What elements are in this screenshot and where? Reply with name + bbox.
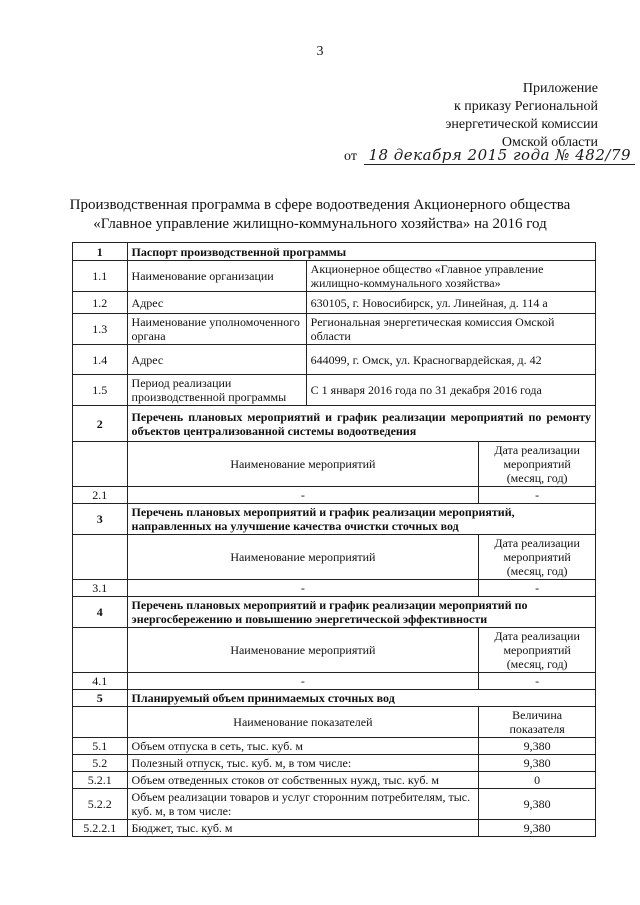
row-number: 3.1	[73, 580, 128, 597]
row-number: 5.2	[73, 755, 128, 772]
empty-cell	[73, 535, 128, 580]
row-label: Наименование уполномоченного органа	[127, 314, 306, 345]
row-label: Адрес	[127, 345, 306, 375]
table-row	[73, 345, 596, 375]
appendix-line: Омской области	[501, 135, 598, 150]
section-heading: Перечень плановых мероприятий и график реализации мероприятий по энергосбережению и повышению энергетической эффективности	[127, 597, 595, 628]
table-row	[73, 789, 596, 820]
row-value: 0	[479, 772, 596, 789]
column-header-row	[73, 707, 596, 738]
section-number: 5	[73, 690, 128, 707]
row-label: Адрес	[127, 292, 306, 314]
row-date: -	[479, 673, 596, 690]
column-header-measure-date: Дата реализации мероприятий (месяц, год)	[479, 535, 596, 580]
row-number: 5.2.2.1	[73, 820, 128, 837]
section-number: 3	[73, 504, 128, 535]
table-row	[73, 375, 596, 406]
row-name: -	[127, 580, 479, 597]
section-heading: Перечень плановых мероприятий и график реализации мероприятий по ремонту объектов централизованной системы водоотведения	[127, 406, 595, 442]
row-number: 2.1	[73, 487, 128, 504]
table-row	[73, 314, 596, 345]
table-row	[73, 673, 596, 690]
order-handwritten-date-number: 18 декабря 2015 года № 482/79	[364, 146, 635, 165]
production-program-table	[72, 242, 596, 837]
section-number: 4	[73, 597, 128, 628]
page-number: 3	[316, 44, 324, 59]
column-header-row	[73, 442, 596, 487]
appendix-line: энергетической комиссии	[445, 117, 598, 132]
row-value: 644099, г. Омск, ул. Красногвардейская, д. 42	[306, 345, 595, 375]
row-label: Период реализации производственной программы	[127, 375, 306, 406]
section-heading-row	[73, 243, 596, 261]
column-header-measure-name: Наименование мероприятий	[127, 535, 479, 580]
row-date: -	[479, 580, 596, 597]
column-header-indicator-value: Величина показателя	[479, 707, 596, 738]
empty-cell	[73, 707, 128, 738]
row-value: С 1 января 2016 года по 31 декабря 2016 года	[306, 375, 595, 406]
column-header-measure-date: Дата реализации мероприятий (месяц, год)	[479, 628, 596, 673]
row-number: 1.5	[73, 375, 128, 406]
column-header-row	[73, 628, 596, 673]
row-number: 1.3	[73, 314, 128, 345]
table-row	[73, 487, 596, 504]
row-number: 1.1	[73, 261, 128, 292]
row-value: 9,380	[479, 755, 596, 772]
order-label: от	[344, 149, 357, 164]
row-number: 1.4	[73, 345, 128, 375]
appendix-line: к приказу Региональной	[453, 99, 598, 114]
table-row	[73, 738, 596, 755]
row-number: 1.2	[73, 292, 128, 314]
row-value: 9,380	[479, 789, 596, 820]
row-name: Бюджет, тыс. куб. м	[127, 820, 479, 837]
row-value: 630105, г. Новосибирск, ул. Линейная, д. 114 а	[306, 292, 595, 314]
row-label: Наименование организации	[127, 261, 306, 292]
column-header-row	[73, 535, 596, 580]
row-number: 5.1	[73, 738, 128, 755]
column-header-measure-date: Дата реализации мероприятий (месяц, год)	[479, 442, 596, 487]
row-name: Объем отведенных стоков от собственных нужд, тыс. куб. м	[127, 772, 479, 789]
row-number: 5.2.2	[73, 789, 128, 820]
row-name: Полезный отпуск, тыс. куб. м, в том числе:	[127, 755, 479, 772]
empty-cell	[73, 442, 128, 487]
table-row	[73, 292, 596, 314]
row-number: 5.2.1	[73, 772, 128, 789]
table-row	[73, 261, 596, 292]
column-header-measure-name: Наименование мероприятий	[127, 442, 479, 487]
row-name: Объем отпуска в сеть, тыс. куб. м	[127, 738, 479, 755]
table-row	[73, 820, 596, 837]
section-heading-row	[73, 597, 596, 628]
section-number: 2	[73, 406, 128, 442]
row-name: -	[127, 673, 479, 690]
section-heading: Планируемый объем принимаемых сточных вод	[127, 690, 595, 707]
row-date: -	[479, 487, 596, 504]
row-name: Объем реализации товаров и услуг сторонним потребителям, тыс. куб. м, в том числе:	[127, 789, 479, 820]
row-number: 4.1	[73, 673, 128, 690]
row-name: -	[127, 487, 479, 504]
row-value: Акционерное общество «Главное управление жилищно-коммунального хозяйства»	[306, 261, 595, 292]
title-line-2: «Главное управление жилищно-коммунального хозяйства» на 2016 год	[93, 216, 547, 232]
section-heading-row	[73, 406, 596, 442]
empty-cell	[73, 628, 128, 673]
table-row	[73, 755, 596, 772]
row-value: 9,380	[479, 820, 596, 837]
table-row	[73, 772, 596, 789]
title-line-1: Производственная программа в сфере водоотведения Акционерного общества	[69, 197, 571, 213]
section-heading: Перечень плановых мероприятий и график реализации мероприятий, направленных на улучшение качества очистки сточных вод	[127, 504, 595, 535]
appendix-line: Приложение	[522, 81, 598, 96]
section-heading-row	[73, 504, 596, 535]
table-row	[73, 580, 596, 597]
row-value: 9,380	[479, 738, 596, 755]
column-header-indicator-name: Наименование показателей	[127, 707, 479, 738]
column-header-measure-name: Наименование мероприятий	[127, 628, 479, 673]
order-reference	[344, 146, 635, 165]
appendix-block	[445, 80, 598, 152]
document-title	[40, 196, 600, 234]
section-heading-row	[73, 690, 596, 707]
row-value: Региональная энергетическая комиссия Омской области	[306, 314, 595, 345]
section-heading: Паспорт производственной программы	[127, 243, 595, 261]
section-number: 1	[73, 243, 128, 261]
